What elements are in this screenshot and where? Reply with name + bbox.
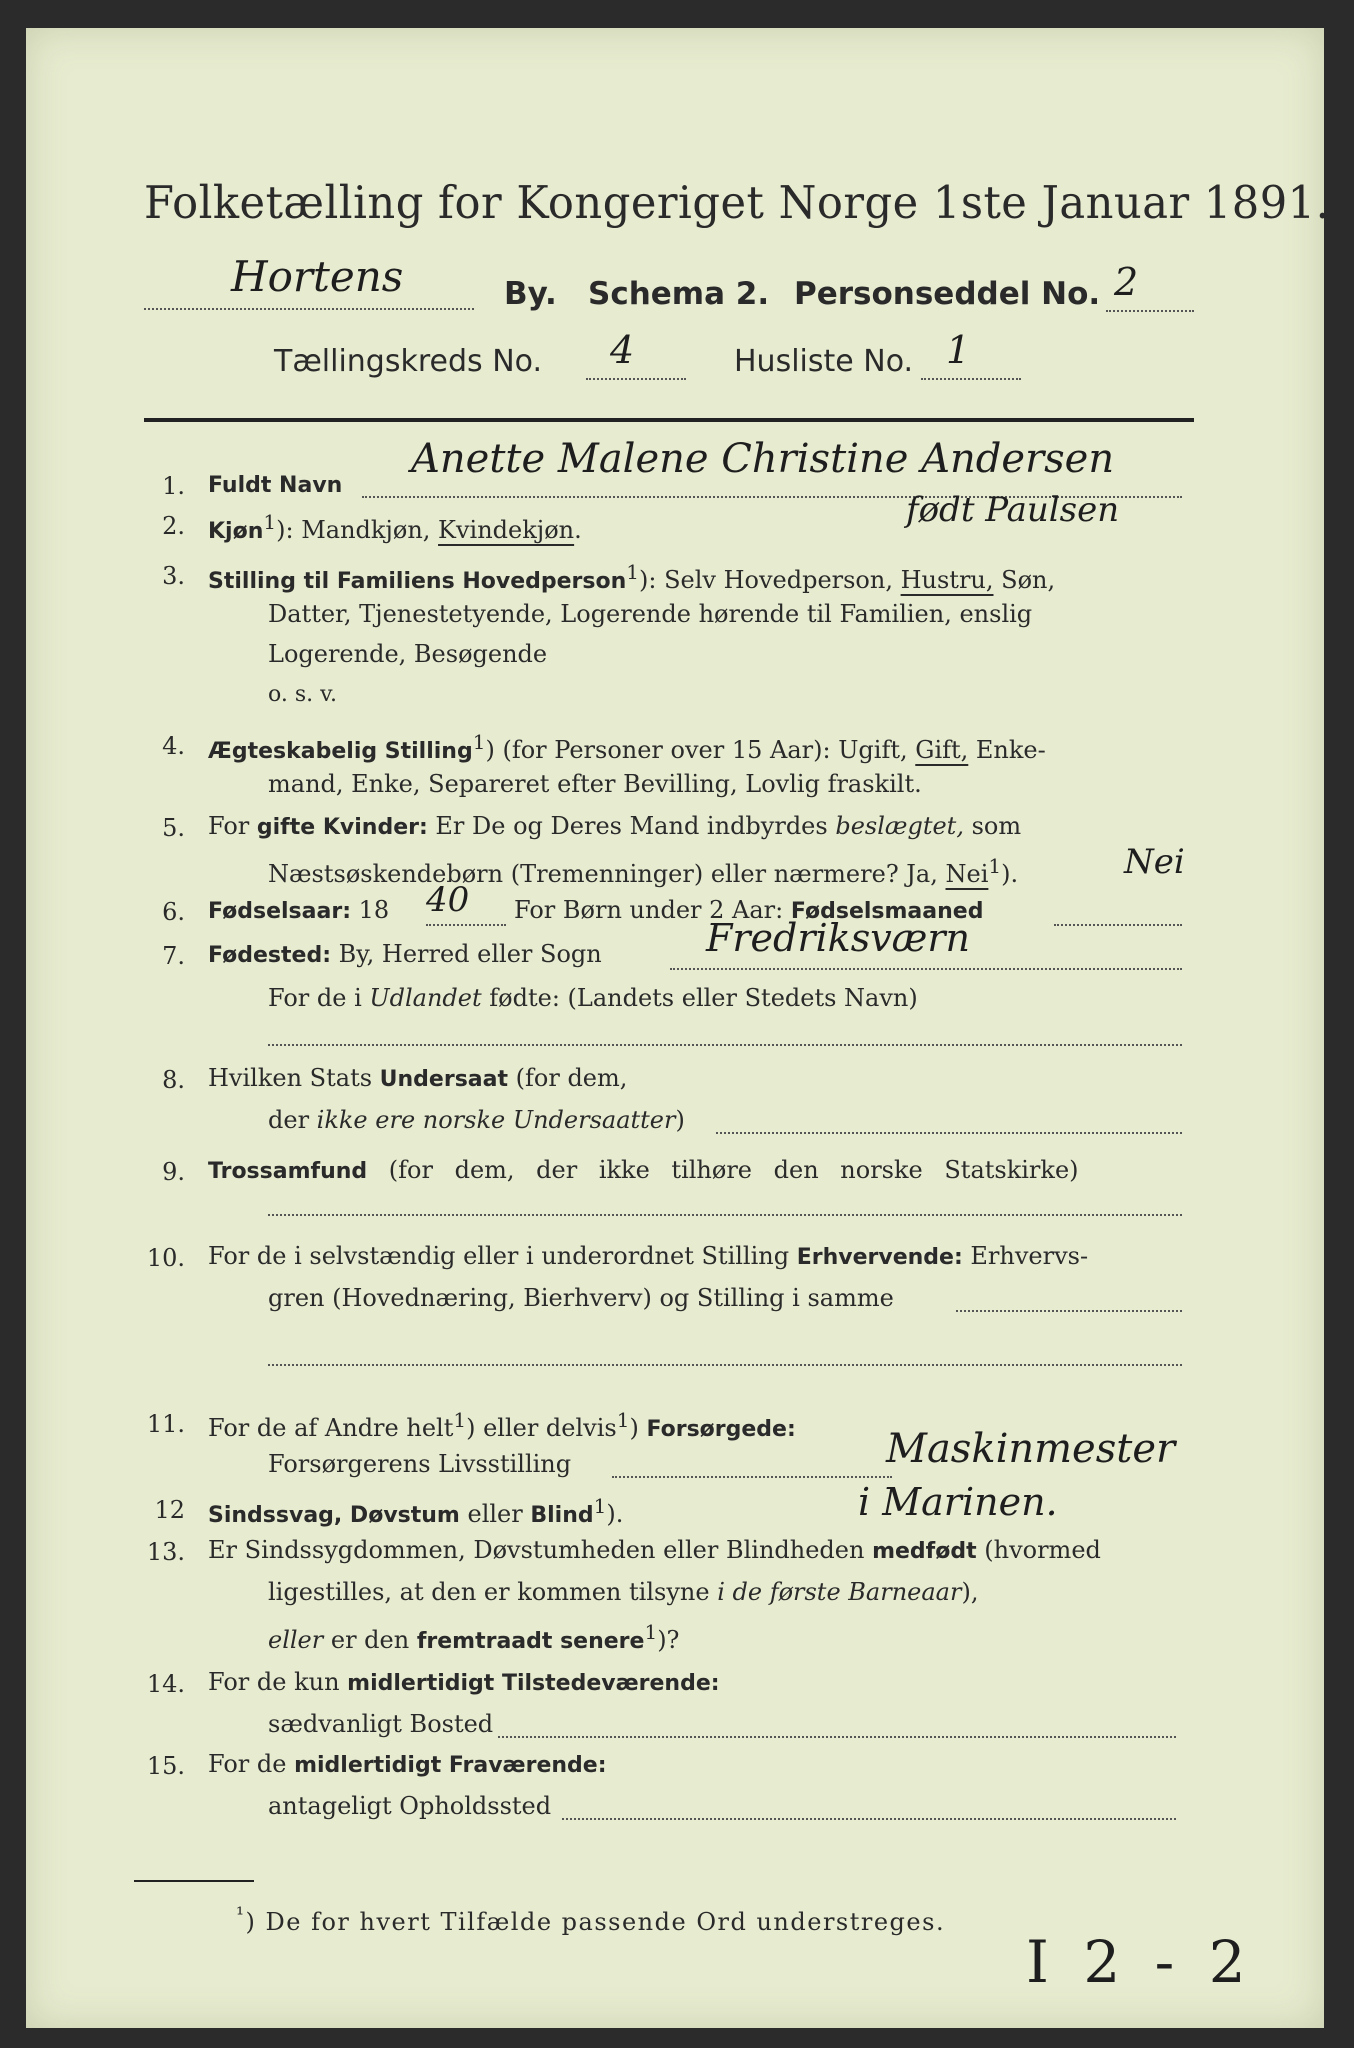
personseddel-dotline: [1106, 310, 1194, 312]
husliste-label: Husliste No.: [734, 344, 914, 379]
item-15-line2: antageligt Opholdssted: [268, 1792, 552, 1820]
item-3-number: 3.: [162, 562, 185, 590]
by-label: By.: [504, 276, 557, 312]
item-6-year-dotline: [426, 924, 506, 926]
item-8-number: 8.: [162, 1066, 185, 1094]
item-4-line2: mand, Enke, Separeret efter Bevilling, Lovlig fraskilt.: [268, 770, 922, 798]
item-6-number: 6.: [162, 898, 185, 926]
item-5-text: For gifte Kvinder: Er De og Deres Mand indbyrdes beslægtet, som: [208, 812, 1022, 840]
item-13-text: Er Sindssygdommen, Døvstumheden eller Blindheden medfødt (hvormed: [208, 1536, 1101, 1564]
kreds-label: Tællingskreds No.: [274, 344, 542, 379]
item-9-dotline: [268, 1214, 1182, 1216]
item-2-text: Kjøn$^1$): Mandkjøn, Kvindekjøn.: [208, 510, 582, 544]
item-14-text: For de kun midlertidigt Tilstedeværende:: [208, 1668, 720, 1696]
item-10-number: 10.: [146, 1244, 185, 1272]
item-1-number: 1.: [162, 472, 185, 500]
form-title: Folketælling for Kongeriget Norge 1ste Januar 1891.: [144, 176, 1330, 229]
item-3-line3: Logerende, Besøgende: [268, 640, 548, 668]
item-6-value: 40: [426, 880, 470, 920]
item-12-number: 12: [154, 1496, 185, 1524]
item-3-line2: Datter, Tjenestetyende, Logerende hørende til Familien, enslig: [268, 600, 1033, 628]
item-7-dotline: [670, 968, 1182, 970]
footnote-rule: [134, 1880, 254, 1882]
item-7-text: Fødested: By, Herred eller Sogn: [208, 940, 602, 968]
item-14-dotline: [498, 1736, 1176, 1738]
item-12-value: i Marinen.: [858, 1480, 1058, 1524]
item-9-number: 9.: [162, 1158, 185, 1186]
item-5-line2: Næstsøskendebørn (Tremenninger) eller nærmere? Ja, Nei$^1$).: [268, 854, 1019, 888]
item-8-text: Hvilken Stats Undersaat (for dem,: [208, 1064, 628, 1092]
item-11-value: Maskinmester: [886, 1426, 1176, 1472]
kreds-no: 4: [610, 328, 635, 372]
item-3-line4: o. s. v.: [268, 682, 337, 707]
item-2-number: 2.: [162, 512, 185, 540]
item-1-label: Fuldt Navn: [208, 473, 343, 498]
item-14-line2: sædvanligt Bosted: [268, 1710, 494, 1738]
item-12-text: Sindssvag, Døvstum eller Blind$^1$).: [208, 1494, 624, 1528]
kreds-dotline: [586, 378, 686, 380]
item-4-number: 4.: [162, 732, 185, 760]
corner-handwritten-mark: I 2 - 2: [1026, 1928, 1254, 1996]
item-15-number: 15.: [146, 1752, 185, 1780]
item-1-value: Anette Malene Christine Andersen: [411, 436, 1115, 482]
husliste-no: 1: [946, 328, 971, 372]
item-6-label: Fødselsaar: 18: [208, 896, 390, 924]
item-9-text: Trossamfund (for dem, der ikke tilhøre den norske Statskirke): [208, 1156, 1079, 1184]
item-13-line3: eller er den fremtraadt senere$^1$)?: [268, 1620, 680, 1654]
item-11-text: For de af Andre helt$^1$) eller delvis$^1$) Forsørgede:: [208, 1408, 796, 1442]
item-15-dotline: [562, 1818, 1176, 1820]
item-13-line2: ligestilles, at den er kommen tilsyne i de første Barneaar),: [268, 1578, 979, 1606]
footnote-text: $^{^1}$) De for hvert Tilfælde passende Ord understreges.: [236, 1902, 946, 1936]
item-8-line2: der ikke ere norske Undersaatter): [268, 1106, 685, 1134]
personseddel-no: 2: [1114, 260, 1139, 304]
header-rule: [144, 418, 1194, 422]
husliste-dotline: [921, 378, 1021, 380]
item-13-number: 13.: [146, 1538, 185, 1566]
personseddel-label: Personseddel No.: [794, 276, 1101, 312]
item-11-line2: Forsørgerens Livsstilling: [268, 1450, 572, 1478]
item-5-value: Nei: [1124, 842, 1185, 882]
item-10-dotline2: [268, 1364, 1182, 1366]
by-handwritten: Hortens: [231, 252, 404, 301]
item-7-value: Fredriksværn: [706, 916, 971, 960]
item-11-number: 11.: [146, 1410, 185, 1438]
item-5-number: 5.: [162, 814, 185, 842]
item-2-value: født Paulsen: [906, 490, 1120, 530]
item-11-dotline: [612, 1476, 892, 1478]
item-7-number: 7.: [162, 942, 185, 970]
item-14-number: 14.: [146, 1670, 185, 1698]
item-10-text: For de i selvstændig eller i underordnet Stilling Erhvervende: Erhvervs-: [208, 1242, 1089, 1270]
item-15-text: For de midlertidigt Fraværende:: [208, 1750, 607, 1778]
item-10-dotline: [956, 1310, 1182, 1312]
by-dotline: [144, 308, 474, 310]
item-6-text: For Børn under 2 Aar: Fødselsmaaned: [514, 896, 984, 924]
item-10-line2: gren (Hovednæring, Bierhverv) og Stilling i samme: [268, 1284, 894, 1312]
item-7-dotline2: [268, 1044, 1182, 1046]
item-8-dotline: [716, 1132, 1182, 1134]
schema-label: Schema 2.: [588, 276, 770, 312]
item-4-text: Ægteskabelig Stilling$^1$) (for Personer over 15 Aar): Ugift, Gift, Enke-: [208, 730, 1046, 764]
item-7-line2: For de i Udlandet fødte: (Landets eller Stedets Navn): [268, 984, 918, 1012]
census-form: [26, 28, 1330, 2028]
item-6-dotline: [1054, 924, 1182, 926]
item-3-text: Stilling til Familiens Hovedperson$^1$): Selv Hovedperson, Hustru, Søn,: [208, 560, 1056, 594]
